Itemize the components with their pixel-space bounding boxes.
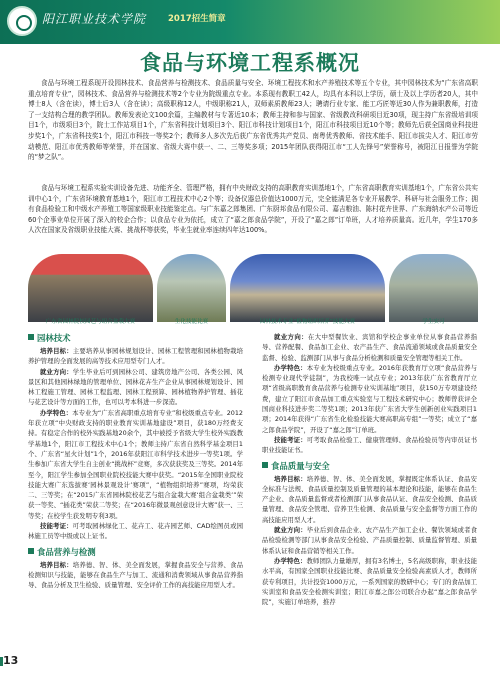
text: 本专业为校级重点专业。2016年获教育厅立项“食品营养与检测专业现代学徒制”，为我校唯一试点专业；2013年获广东省教育厅立项“省级高职教育食品营养与检测专业实训基地”项目，获150万专项建设经费，建立了阳江市食品加工重点实验室与工程技术研究中心；教师曾获评全国商业科技进步奖二等奖1项；2013年获广东省大学生创新创业实践项目1项；2014年获得“广东省生化检验技能大赛高职高专组”一等奖；成立了“嘉之郎食品学院”，开设了“嘉之郎”订单班。 — [262, 363, 478, 434]
square-bullet-icon — [28, 548, 34, 554]
page-number: 13 — [3, 654, 19, 667]
label: 技能考证： — [40, 522, 73, 531]
photo-biochem — [157, 254, 226, 322]
text: 主要培养从事园林规划设计、园林工程管理和园林植物栽培养护管理的全面发展的高等技术应用型专门人才。 — [28, 347, 244, 366]
paragraph — [262, 474, 477, 525]
label: 就业方向： — [274, 333, 308, 341]
school-name: 阳江职业技术学院 — [42, 12, 147, 26]
photo-internship — [389, 254, 478, 322]
school-logo-icon — [7, 6, 37, 36]
text: 培养德、智、体、美全面发展，掌握既定体系认证、食品安全标准与法规、食品质量控制及质量管理的基本理论和技能，能够在食品生产企业、食品质量监督或者检测部门从事食品认证、食品安全检测、食品质量管理、食品安全管理、营养卫生检测、食品质量与安全监督等方面工作的高技能应用型人才。 — [262, 474, 478, 524]
text: 可考取食品检验工、健康管理师、食品检验员等内审员证书职业技能证书。 — [262, 435, 478, 455]
text: 本专业为“广东省高职重点培育专业”和校级重点专业。2012年获立项“中央财政支持的职业教育实训基地建设”项目，获180万经费支持。有稳定合作的校外实践基地20余个，其中被授予省级大学生校外实践教学基地1个，阳江市工程技术中心1个；教师主持广东省自然科学基金项目1个、广东省“星火计划”1个，2016年获阳江市科学技术进步一等奖1项。学生参加广东省大学生自主创业“挑战杯”竞赛，多次获获奖及三等奖。2014年至今，阳江学生参加全国职业院校技能大赛中获奖。“2015年全国职业院校技能大赛广东选拔赛‘园林景观设计’赛项”，“植物组织培养”赛项，均荣获二、三等奖；在“2015广东省园林院校花艺与组合盆栽大赛‘组合盆栽类’”荣获一等奖、“插花类”荣获二等奖；在“2016年微景观创意设计大赛”获一、三等奖；在校学生获发明专利3项。 — [28, 408, 244, 520]
photo-caption: 学生实习 — [422, 319, 445, 325]
label: 培养目标： — [40, 347, 73, 355]
text: 教师团队力量雄厚，拥有3名博士，5名高级职称，职业技能水平高，有国家全国职业技能比赛、食品质量安全检验高素质人才，教师所获专利项目，共计投资1000万元，一系列国家的教研中心；专门的食品加工实训室和食品安全检测实训室；阳江市嘉之郎公司联合办起“嘉之郎食品学院”，实施订单培养，推荐 — [262, 556, 477, 607]
paragraph — [262, 525, 477, 556]
section-heading-text: 食品营养与检测 — [37, 546, 96, 557]
intro-paragraph-1: 食品与环境工程系现开设园林技术、食品营养与检测技术、食品质量与安全、环境工程技术和水产养殖技术等五个专业，其中园林技术为“广东省高职重点培育专业”，园林技术、食品营养与检测技术等2个专业为院级重点专业。本系现有教职工42人，均具有本科以上学历，硕士及以上学历者20人，其中博士8人（含在读），博士后3人（含在读）；高级职称12人，中级职称21人，双师素质教师23人；聘请行业专家、能工巧匠等近30人作为兼职教师，打造了一支结构合理的教学团队。教师发表论文100余篇，主编教材与专著近10本；教师主持和参与国家、省级教改科研项目近30项，现主持广东省级培训项目1个，市级项目3个，院士工作站项目1个，广东省科技计划项目3个、阳江市科技计划项目1个，阳江市科技项目近10个等；教师先后获全国商业科技进步奖1个，广东省科技奖1个，阳江市科技一等奖2个；教师多人多次先后获广东省优秀共产党员、南粤优秀教师、省技术能手、阳江市拔尖人才、阳江市劳动模范、阳江市优秀教师等荣誉，并在国家、省级大赛中获一、二、三等奖多项；2015年团队获得阳江市“工人先锋号”荣誉称号，被阳江日报誉为学院的“梦之队”。 — [28, 79, 478, 162]
section-heading-text: 园林技术 — [37, 333, 71, 343]
text: 毕业后到食品企业、农产品生产加工企业、餐饮领域或者食品检验检测等部门从事食品安全检验、产品质量控制、质量监督管理、质量体系认证和食品营销等相关工作。 — [262, 526, 478, 555]
right-column — [262, 332, 477, 607]
label: 就业方向： — [40, 367, 73, 376]
page-title: 食品与环境工程系概况 — [140, 51, 360, 75]
photo-competition — [28, 254, 153, 322]
left-column — [28, 332, 243, 591]
paragraph — [28, 346, 243, 367]
text: 学生毕业后可到园林公司、建筑房地产公司、各类公园、风景区和其他园林绿地的管理单位、园林花卉生产企业从事园林规划设计、园林工程施工管理、园林工程监理、园林工程预算、园林植物养护管理、插花与花艺设计等方面的工作，也可以考本科进一步深造。 — [28, 367, 244, 407]
paragraph — [262, 363, 477, 435]
paragraph — [262, 556, 477, 607]
guide-label: 2017招生简章 — [168, 14, 226, 24]
photo-caption: 园林技术专业“植物组织培养”技能大赛 — [259, 319, 356, 325]
text: 培养德、智、体、美全面发展，掌握食品安全与营养、食品检测知识与技能，能够在食品生产与加工、流通和消费领域从事食品营养指导、食品分析及卫生检验、质量管理、安全评价工作的高技能应用型人才。 — [28, 560, 244, 590]
paragraph — [262, 332, 477, 363]
section-heading — [28, 546, 243, 558]
label: 技能考证： — [274, 435, 307, 444]
section-heading — [262, 460, 477, 472]
paragraph — [28, 560, 243, 591]
section-heading — [28, 332, 243, 344]
label: 培养目标： — [274, 474, 307, 483]
paragraph — [28, 521, 243, 542]
photo-caption: 生化技能比赛 — [174, 319, 209, 325]
label: 办学特色： — [274, 363, 307, 372]
label: 办学特色： — [40, 408, 73, 417]
photo-strip — [28, 254, 478, 322]
intro-paragraph-2: 食品与环境工程系实验实训设备先进、功能齐全、管理严格，拥有中央财政支持的高职教育实训基地1个，广东省高职教育实训基地1个，广东省公共实训中心1个，广东省环境教育基地1个，阳江市工程技术中心2个等；设备仪器总价值达1000万元，完全能满足各专业开展教学、科研与社会服务工作；拥有食品检验工和中级水产养殖工等国家级职业技能鉴定点。与广东嘉之郎集团、广东厨邦食品有限公司、嘉吉粮油、陈村花卉世界、广东海纳水产公司等近60个企事业单位开展了深入的校企合作；以食品专业为依托，成立了“嘉之郎食品学院”，开设了“嘉之郎”订单班，人才培养质量高。近几年，学生170多人次在国家及省级职业技能大赛、挑战杯等获奖，毕业生就业率连续四年达100%。 — [28, 184, 478, 235]
square-bullet-icon — [28, 334, 34, 340]
paragraph — [28, 367, 243, 408]
label: 就业方向： — [274, 526, 307, 535]
photo-tissue-culture — [230, 254, 385, 322]
paragraph — [262, 435, 477, 456]
paragraph — [28, 408, 243, 521]
label: 培养目标： — [40, 560, 73, 569]
square-bullet-icon — [262, 462, 268, 468]
text: 在大中型餐饮业、宾馆和学校企事业单位从事食品营养指导、营养配餐、食品加工企业、农产品生产、食品流通领域或食品质量安全监督、检验、监测部门从事与食品分析检测和质量安全管理等相关工作。 — [262, 333, 478, 362]
label: 办学特色： — [274, 556, 307, 565]
text: 可考取园林绿化工、花卉工、花卉园艺师、CAD绘图员或园林施工员等中级或以上证书。 — [28, 522, 244, 541]
section-heading-text: 食品质量与安全 — [271, 460, 330, 471]
photo-caption: 广东省园林院校园艺与组合盆栽大赛 — [45, 319, 136, 325]
header-bar — [0, 0, 500, 44]
